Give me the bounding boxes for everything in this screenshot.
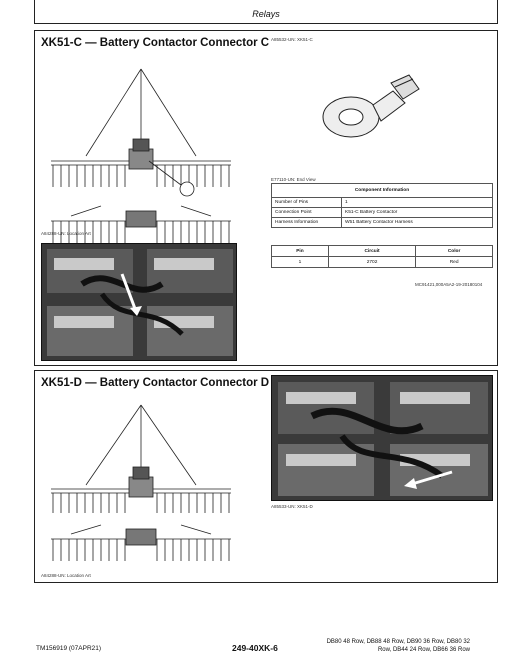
column-header-circuit: Circuit — [328, 246, 415, 257]
section-d-connector-photo — [271, 375, 493, 501]
table-cell: W51 Battery Contactor Harness — [342, 218, 493, 228]
footer-page-number: 249-40XK-6 — [232, 643, 278, 653]
section-c-connector-caption: A85532-UN: XK51-C — [271, 37, 313, 42]
reference-code: MC91421,000A5A2-19-20180104 — [415, 282, 483, 287]
pin-circuit-table — [271, 245, 493, 268]
section-c-location-caption: A84288-UN: Location Art — [41, 231, 91, 236]
section-c-end-view-caption: E77110-UN: End View — [271, 177, 316, 182]
column-header-pin: Pin — [272, 246, 329, 257]
table-cell: Connection Point — [272, 208, 342, 218]
page-header — [34, 0, 498, 24]
section-d-photo-caption: A85533-UN: XK51-D — [271, 504, 313, 509]
table-cell: 2702 — [328, 257, 415, 268]
table-row — [272, 218, 493, 228]
planter-location-art-d — [41, 399, 241, 574]
footer-models — [295, 638, 470, 654]
section-xk51-d — [34, 370, 498, 583]
section-c-title: XK51-C — Battery Contactor Connector C — [41, 37, 270, 49]
section-c-location-photo — [41, 243, 237, 361]
section-d-title: XK51-D — Battery Contactor Connector D — [41, 377, 270, 389]
footer-models-line-2: Row, DB44 24 Row, DB66 36 Row — [377, 647, 470, 653]
table-cell: Harness Information — [272, 218, 342, 228]
component-info-heading: Component Information — [272, 184, 493, 198]
table-cell: K51-C Battery Contactor — [342, 208, 493, 218]
table-row — [272, 257, 493, 268]
column-header-color: Color — [416, 246, 493, 257]
table-cell: 1 — [342, 198, 493, 208]
ring-terminal-illustration — [313, 69, 423, 149]
table-cell: 1 — [272, 257, 329, 268]
section-d-location-caption: A84288-UN: Location Art — [41, 573, 91, 578]
table-cell: Red — [416, 257, 493, 268]
component-information-table — [271, 183, 493, 228]
section-xk51-c — [34, 30, 498, 366]
table-row — [272, 208, 493, 218]
footer-models-line-1: DB80 48 Row, DB88 48 Row, DB90 36 Row, DB80 32 — [326, 639, 470, 645]
table-cell: Number of Pins — [272, 198, 342, 208]
table-row — [272, 198, 493, 208]
header-title: Relays — [252, 9, 280, 19]
footer-doc-id: TM156919 (07APR21) — [36, 645, 102, 652]
